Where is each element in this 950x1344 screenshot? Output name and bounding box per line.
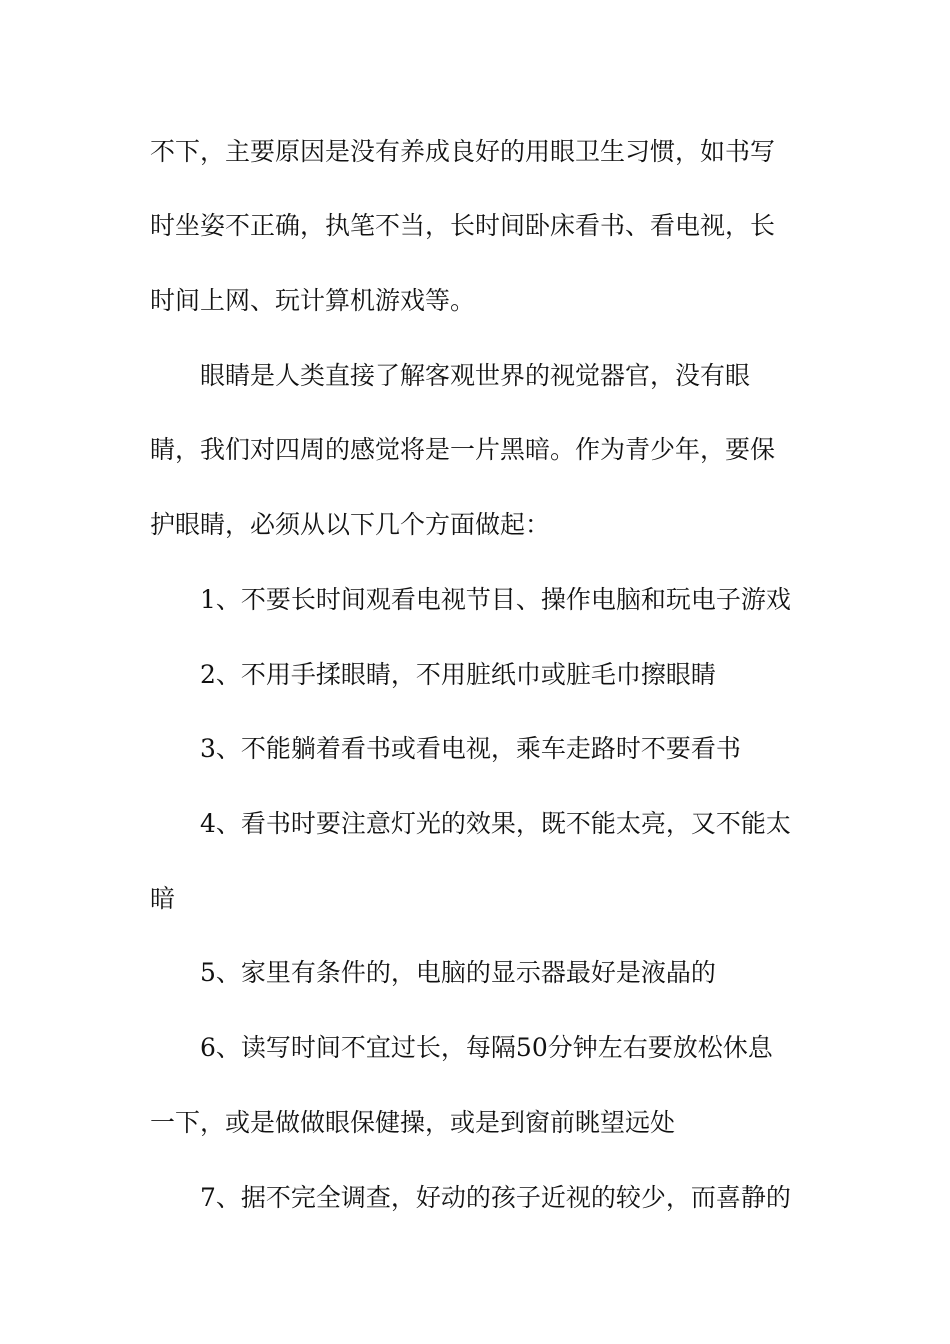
paragraph-line: 眼睛是人类直接了解客观世界的视觉器官，没有眼 [200, 361, 751, 390]
list-item: 3、不能躺着看书或看电视，乘车走路时不要看书 [200, 734, 741, 763]
list-item: 7、据不完全调查，好动的孩子近视的较少，而喜静的 [200, 1183, 791, 1212]
paragraph-line: 时间上网、玩计算机游戏等。 [150, 286, 476, 315]
list-item-continuation: 一下，或是做做眼保健操，或是到窗前眺望远处 [150, 1108, 676, 1137]
list-item: 5、家里有条件的，电脑的显示器最好是液晶的 [200, 958, 716, 987]
list-item: 1、不要长时间观看电视节目、操作电脑和玩电子游戏 [200, 585, 791, 614]
paragraph-line: 护眼睛，必须从以下几个方面做起： [150, 510, 551, 539]
list-item: 2、不用手揉眼睛，不用脏纸巾或脏毛巾擦眼睛 [200, 660, 716, 689]
paragraph-line: 不下，主要原因是没有养成良好的用眼卫生习惯，如书写 [150, 137, 776, 166]
list-item-continuation: 暗 [150, 884, 176, 913]
paragraph-line: 睛，我们对四周的感觉将是一片黑暗。作为青少年，要保 [150, 435, 776, 464]
paragraph-line: 时坐姿不正确，执笔不当，长时间卧床看书、看电视，长 [150, 211, 776, 240]
list-item: 4、看书时要注意灯光的效果，既不能太亮，又不能太 [200, 809, 791, 838]
list-item: 6、读写时间不宜过长，每隔50分钟左右要放松休息 [200, 1033, 773, 1062]
